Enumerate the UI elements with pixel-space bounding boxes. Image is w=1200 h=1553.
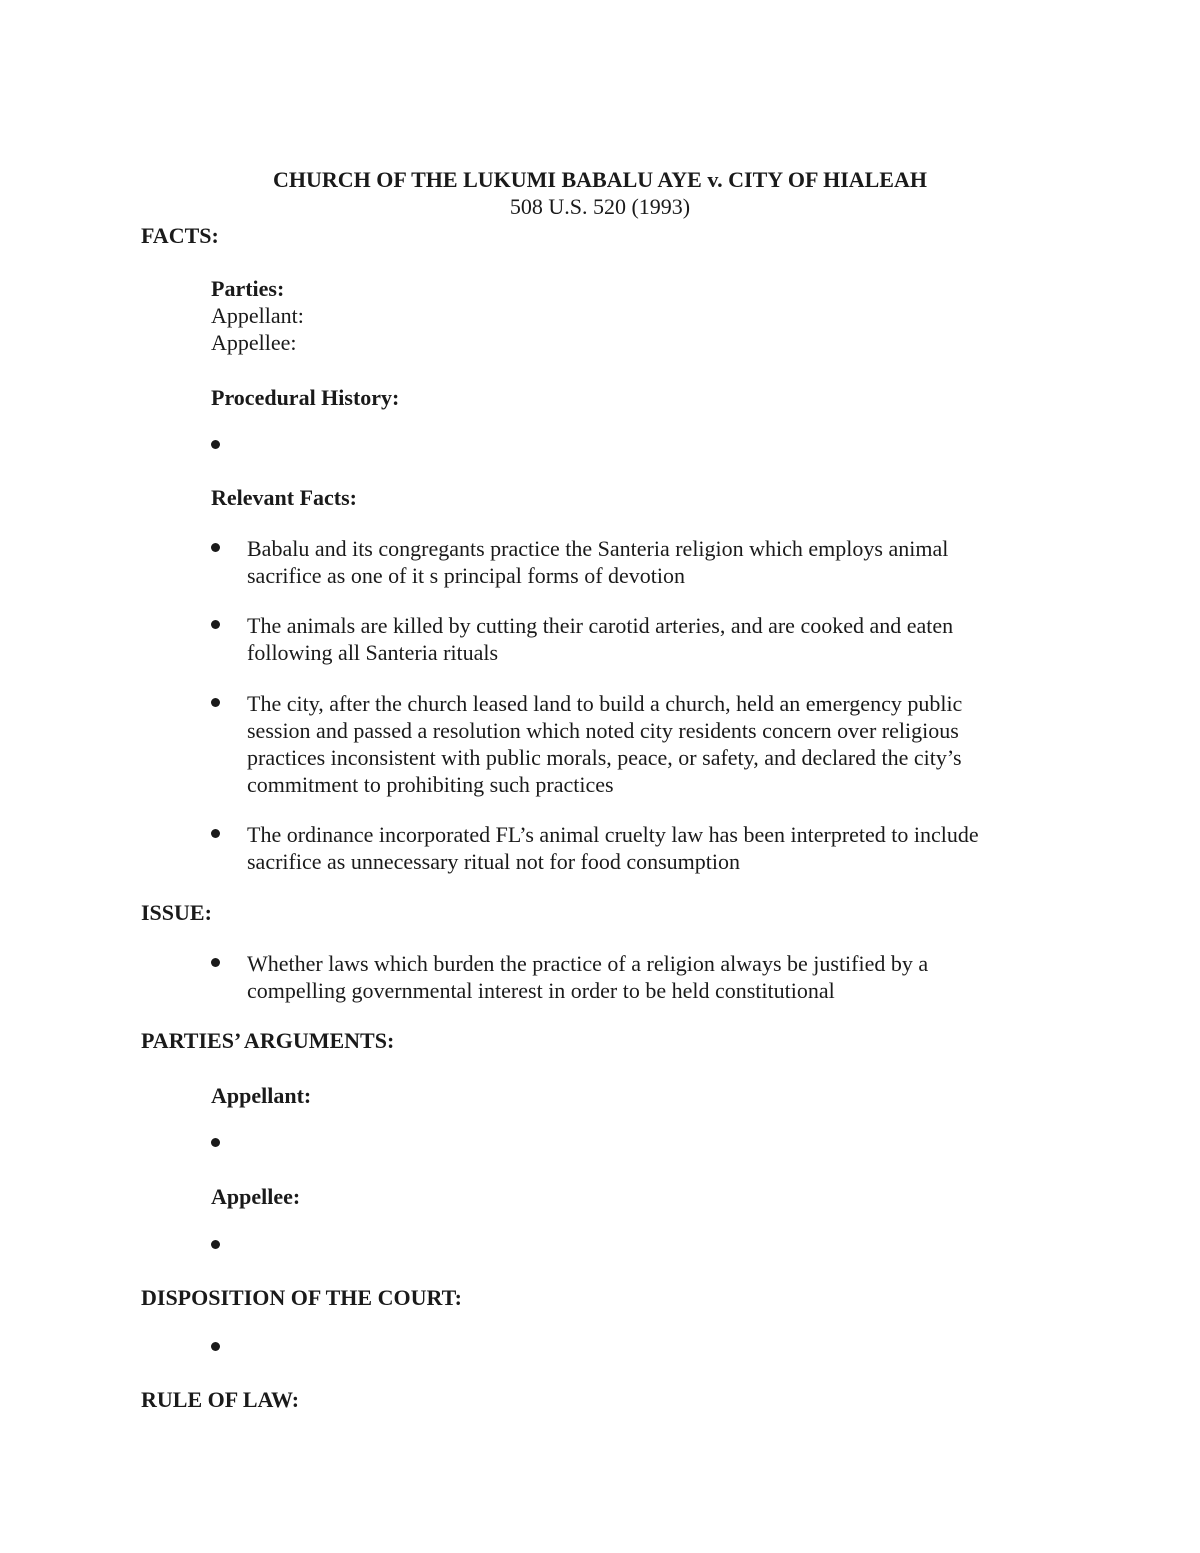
case-citation: 508 U.S. 520 (1993) bbox=[509, 194, 691, 219]
relevant-fact-line: practices inconsistent with public morals, peace, or safety, and declared the city’s bbox=[247, 745, 962, 770]
relevant-fact-bullet bbox=[211, 829, 220, 838]
issue-heading: ISSUE: bbox=[141, 900, 212, 925]
parties-arguments-heading: PARTIES’ ARGUMENTS: bbox=[141, 1028, 395, 1053]
disposition-bullet bbox=[211, 1342, 220, 1351]
case-title: CHURCH OF THE LUKUMI BABALU AYE v. CITY OF HIALEAH bbox=[273, 167, 927, 192]
relevant-fact-line: commitment to prohibiting such practices bbox=[247, 772, 614, 797]
relevant-fact-line: following all Santeria rituals bbox=[247, 640, 499, 665]
issue-bullet bbox=[211, 958, 220, 967]
issue-line: Whether laws which burden the practice of a religion always be justified by a bbox=[247, 951, 929, 976]
relevant-fact-line: session and passed a resolution which noted city residents concern over religious bbox=[247, 718, 959, 743]
relevant-fact-line: The animals are killed by cutting their carotid arteries, and are cooked and eaten bbox=[247, 613, 954, 638]
relevant-fact-item bbox=[247, 612, 1047, 666]
issue-line: compelling governmental interest in order to be held constitutional bbox=[247, 978, 835, 1003]
appellee-argument-bullet bbox=[211, 1240, 220, 1249]
parties-heading: Parties: bbox=[211, 276, 285, 301]
procedural-history-bullet bbox=[211, 440, 220, 449]
relevant-fact-item bbox=[247, 690, 1047, 798]
relevant-fact-item bbox=[247, 535, 1047, 589]
relevant-facts-heading: Relevant Facts: bbox=[211, 485, 358, 510]
relevant-fact-bullet bbox=[211, 543, 220, 552]
procedural-history-heading: Procedural History: bbox=[211, 385, 400, 410]
relevant-fact-bullet bbox=[211, 620, 220, 629]
relevant-fact-line: Babalu and its congregants practice the Santeria religion which employs animal bbox=[247, 536, 949, 561]
issue-item bbox=[247, 950, 1047, 1004]
appellant-argument-heading: Appellant: bbox=[211, 1083, 312, 1108]
parties-appellee-label: Appellee: bbox=[211, 330, 297, 355]
rule-of-law-heading: RULE OF LAW: bbox=[141, 1387, 300, 1412]
disposition-heading: DISPOSITION OF THE COURT: bbox=[141, 1285, 462, 1310]
parties-appellant-label: Appellant: bbox=[211, 303, 304, 328]
relevant-fact-line: sacrifice as unnecessary ritual not for food consumption bbox=[247, 849, 741, 874]
facts-heading: FACTS: bbox=[141, 223, 219, 248]
relevant-fact-line: sacrifice as one of it s principal forms of devotion bbox=[247, 563, 686, 588]
appellant-argument-bullet bbox=[211, 1138, 220, 1147]
relevant-fact-item bbox=[247, 821, 1047, 875]
relevant-fact-bullet bbox=[211, 698, 220, 707]
relevant-fact-line: The city, after the church leased land to build a church, held an emergency public bbox=[247, 691, 963, 716]
appellee-argument-heading: Appellee: bbox=[211, 1184, 301, 1209]
relevant-fact-line: The ordinance incorporated FL’s animal cruelty law has been interpreted to include bbox=[247, 822, 979, 847]
